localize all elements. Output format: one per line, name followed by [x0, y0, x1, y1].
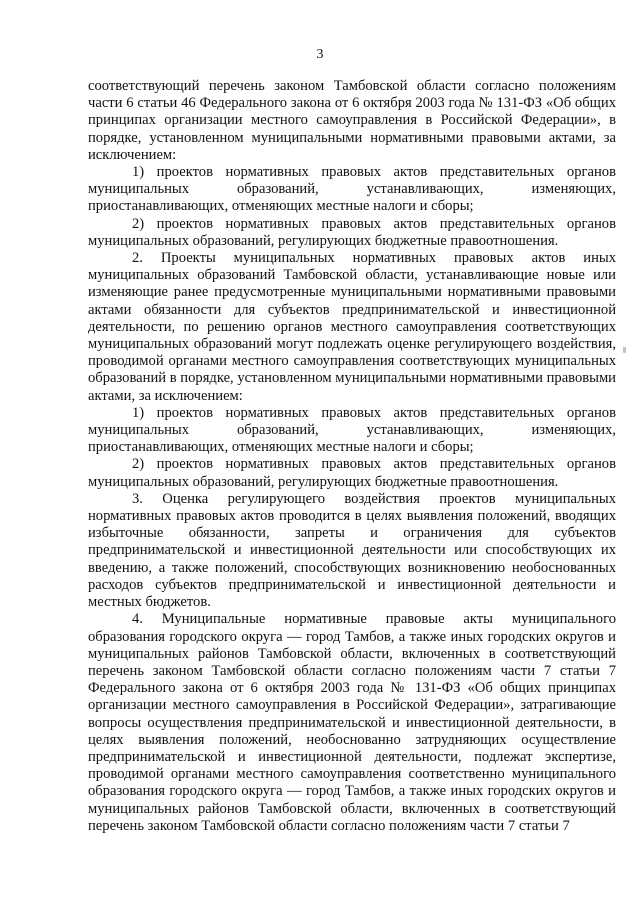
paragraph-clause-3: 3. Оценка регулирующего воздействия проектов муниципальных нормативных правовых актов проводится в целях выявления положений, вводящих избыточные обязанности, запреты и ограничения для субъектов предпринимательской и инвестиционной деятельности или способствующих их введению, а также положений, способствующих возникновению необоснованных расходов субъектов предпринимательской и инвестиционной деятельности и местных бюджетов. — [88, 490, 616, 611]
page-number: 3 — [316, 47, 324, 62]
paragraph-list-item: 2) проектов нормативных правовых актов представительных органов муниципальных образований, регулирующих бюджетные правоотношения. — [88, 456, 616, 490]
paragraph-list-item: 1) проектов нормативных правовых актов представительных органов муниципальных образований, устанавливающих, изменяющих, приостанавливающих, отменяющих местные налоги и сборы; — [88, 404, 616, 456]
document-body — [88, 78, 616, 835]
paragraph-clause-4: 4. Муниципальные нормативные правовые акты муниципального образования городского округа — город Тамбов, а также иных городских округов и муниципальных районов Тамбовской области, включенных в соответствующий перечень законом Тамбовской области согласно положениям части 7 статьи 7 Федерального закона от 6 октября 2003 года № 131-ФЗ «Об общих принципах организации местного самоуправления в Российской Федерации», затрагивающие вопросы осуществления предпринимательской и инвестиционной деятельности, в целях выявления положений, необоснованно затрудняющих осуществление предпринимательской и инвестиционной деятельности, подлежат экспертизе, проводимой органами местного самоуправления соответственно муниципального образования городского округа — город Тамбов, а также иных городских округов и муниципальных районов Тамбовской области, включенных в соответствующий перечень законом Тамбовской области согласно положениям части 7 статьи 7 — [88, 611, 616, 834]
paragraph-list-item: 2) проектов нормативных правовых актов представительных органов муниципальных образований, регулирующих бюджетные правоотношения. — [88, 215, 616, 249]
paragraph: соответствующий перечень законом Тамбовской области согласно положениям части 6 статьи 46 Федерального закона от 6 октября 2003 года № 131-ФЗ «Об общих принципах организации местного самоуправления в Российской Федерации», в порядке, установленном муниципальными нормативными правовыми актами, за исключением: — [88, 78, 616, 163]
paragraph-clause-2: 2. Проекты муниципальных нормативных правовых актов иных муниципальных образований Тамбовской области, устанавливающие новые или изменяющие ранее предусмотренные муниципальными нормативными правовыми актами обязанности для субъектов предпринимательской и инвестиционной деятельности, по решению органов местного самоуправления соответствующих муниципальных образований могут подлежать оценке регулирующего воздействия, проводимой органами местного самоуправления соответствующих муниципальных образований в порядке, установленном муниципальными нормативными правовыми актами, за исключением: — [88, 250, 616, 404]
scan-artifact — [623, 347, 626, 353]
paragraph-list-item: 1) проектов нормативных правовых актов представительных органов муниципальных образований, устанавливающих, изменяющих, приостанавливающих, отменяющих местные налоги и сборы; — [88, 164, 616, 215]
